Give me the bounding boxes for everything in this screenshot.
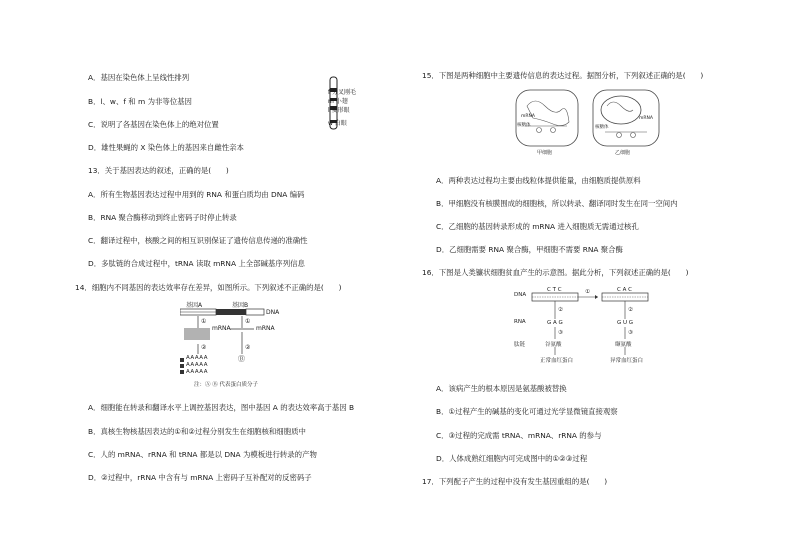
- q15-option-b: B．甲细胞没有核膜围成的细胞核，所以转录、翻译同时发生在同一空间内: [436, 199, 678, 208]
- q12-option-c: C．说明了各基因在染色体上的绝对位置: [88, 120, 219, 129]
- q14-option-d: D．②过程中，rRNA 中含有与 mRNA 上密码子互补配对的反密码子: [88, 473, 312, 482]
- label-step1-a: ①: [201, 318, 207, 325]
- chrom-label-f: f 分叉刚毛: [328, 89, 357, 96]
- q16-stem: 16．下图是人类镰状细胞贫血产生的示意图。据此分析，下列叙述正确的是( ): [422, 268, 689, 277]
- q12-option-b: B．l、w、f 和 m 为非等位基因: [88, 97, 192, 106]
- q12-option-d: D．雄性果蝇的 X 染色体上的基因来自雌性亲本: [88, 143, 244, 152]
- label-ribosome-cell-b: 核糖体: [595, 125, 609, 130]
- q16-option-c: C．③过程的完成需 tRNA、mRNA、rRNA 的参与: [436, 431, 602, 440]
- label-step2-b: ②: [245, 344, 251, 351]
- q15-option-a: A．两种表达过程均主要由线粒体提供能量，由细胞质提供原料: [436, 176, 641, 185]
- label-mrna-cell-b: mRNA: [639, 116, 653, 121]
- label-step3-right: ③: [628, 330, 633, 336]
- sickle-cell-figure: [512, 287, 672, 367]
- figure-note: 注：Ⓐ Ⓑ 代表蛋白质分子: [194, 382, 258, 388]
- label-abnormal-hemoglobin: 异常血红蛋白: [610, 358, 644, 364]
- label-normal-hemoglobin: 正常血红蛋白: [540, 358, 574, 364]
- q15-stem: 15．下图是两种细胞中主要遗传信息的表达过程。据图分析，下列叙述正确的是( ): [422, 71, 704, 80]
- codon2-rna: G U G: [617, 320, 634, 326]
- label-ribosome-cell-a: 核糖体: [517, 123, 531, 128]
- q14-option-b: B．真核生物核基因表达的①和②过程分别发生在细胞核和细胞质中: [88, 427, 306, 436]
- label-rna-row: RNA: [514, 319, 526, 325]
- q14-stem: 14．细胞内不同基因的表达效率存在差异，如图所示。下列叙述不正确的是( ): [75, 283, 342, 292]
- chromosome-figure: [328, 76, 388, 132]
- label-dna: DNA: [266, 309, 280, 316]
- label-step2-left: ②: [558, 307, 563, 313]
- label-step2-right: ②: [628, 307, 633, 313]
- q12-option-a: A．基因在染色体上呈线性排列: [88, 73, 190, 82]
- codon2-dna: C A C: [617, 287, 632, 293]
- q15-option-d: D．乙细胞需要 RNA 聚合酶，甲细胞不需要 RNA 聚合酶: [436, 245, 623, 254]
- protein-b: Ⓑ: [238, 355, 245, 363]
- label-step1-b: ①: [245, 318, 251, 325]
- label-mrna-a: mRNA: [212, 325, 231, 332]
- q16-option-a: A．该病产生的根本原因是氨基酸被替换: [436, 384, 567, 393]
- q13-option-b: B．RNA 聚合酶移动到终止密码子时停止转录: [88, 213, 237, 222]
- label-step2-a: ②: [201, 344, 207, 351]
- protein-a-row-2: AAAAA: [186, 362, 208, 368]
- amino-acid-2: 缬氨酸: [615, 342, 632, 348]
- q15-option-c: C．乙细胞的基因转录形成的 mRNA 进入细胞质无需通过核孔: [436, 222, 639, 231]
- label-chain-row: 肽链: [514, 342, 526, 348]
- q17-stem: 17．下列配子产生的过程中没有发生基因重组的是( ): [422, 477, 608, 486]
- chrom-label-l: l 菱形眼: [328, 107, 350, 114]
- q16-option-b: B．①过程产生的碱基的变化可通过光学显微镜直接观察: [436, 407, 618, 416]
- q16-option-d: D．人体成熟红细胞内可完成图中的①②③过程: [436, 454, 588, 463]
- q14-option-a: A．细胞能在转录和翻译水平上调控基因表达，图中基因 A 的表达效率高于基因 B: [88, 403, 355, 412]
- q13-option-c: C．翻译过程中，核酸之间的相互识别保证了遗传信息传递的准确性: [88, 236, 308, 245]
- q13-option-a: A．所有生物基因表达过程中用到的 RNA 和蛋白质均由 DNA 编码: [88, 190, 305, 199]
- q14-option-c: C．人的 mRNA、rRNA 和 tRNA 都是以 DNA 为模板进行转录的产物: [88, 450, 317, 459]
- label-dna-row: DNA: [514, 292, 527, 298]
- codon1-rna: G A G: [547, 320, 563, 326]
- gene-expression-figure: [180, 300, 290, 392]
- label-gene-b: 基因B: [232, 302, 249, 309]
- amino-acid-1: 谷氨酸: [545, 342, 562, 348]
- q13-stem: 13．关于基因表达的叙述，正确的是( ): [88, 166, 229, 175]
- chrom-label-w: w 白眼: [328, 120, 347, 127]
- q13-option-d: D．多肽链的合成过程中，tRNA 读取 mRNA 上全部碱基序列信息: [88, 259, 305, 268]
- label-mrna-b: mRNA: [256, 325, 275, 332]
- codon1-dna: C T C: [547, 287, 562, 293]
- protein-a-row-3: AAAAA: [186, 369, 208, 375]
- label-cell-a: 甲细胞: [537, 150, 553, 156]
- label-gene-a: 基因A: [186, 302, 203, 309]
- protein-a-row-1: AAAAA: [186, 355, 208, 361]
- two-cells-figure: [515, 86, 663, 160]
- label-cell-b: 乙细胞: [615, 150, 631, 156]
- chrom-label-m: m 小翅: [328, 98, 348, 105]
- label-step1: ①: [585, 289, 590, 295]
- label-step3-left: ③: [558, 330, 563, 336]
- label-mrna-cell-a: mRNA: [521, 114, 535, 119]
